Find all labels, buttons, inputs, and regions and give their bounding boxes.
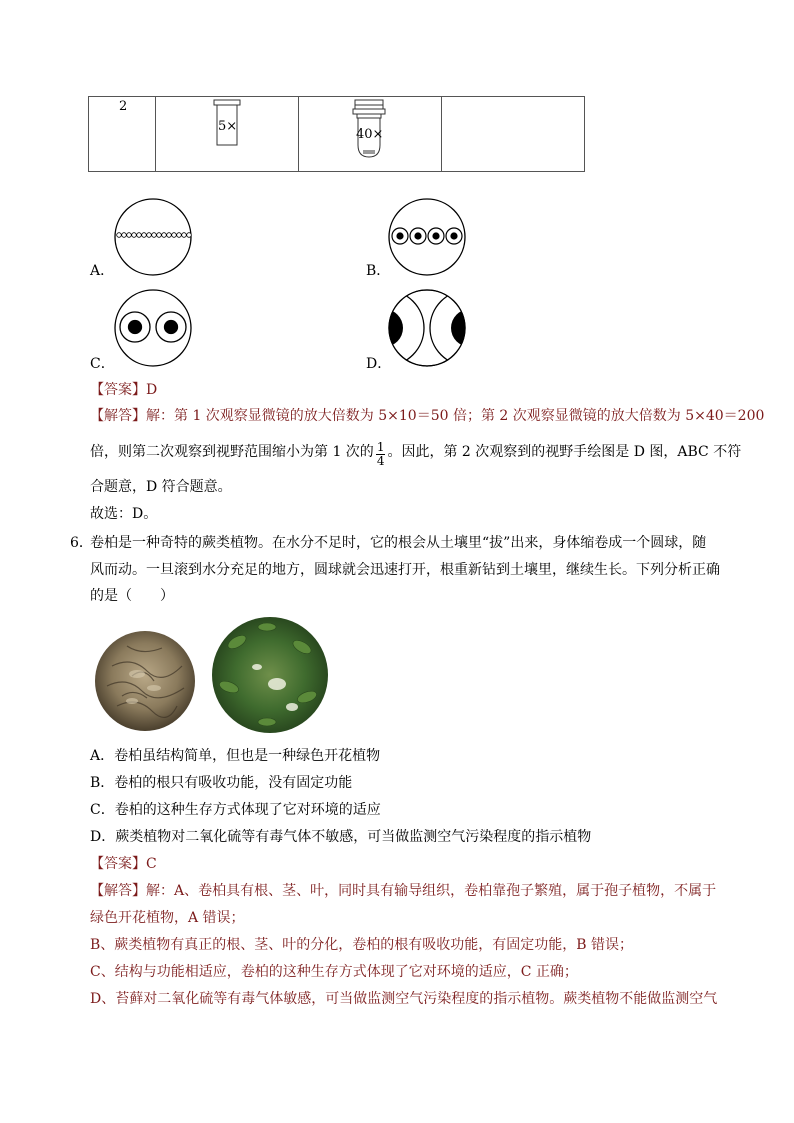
option-c-figure	[112, 287, 194, 369]
answer-value: C	[146, 856, 157, 872]
table-row	[89, 97, 585, 172]
dried-selaginella-image	[92, 626, 198, 734]
q6-explanation-line-2: 绿色开花植物，A 错误；	[90, 910, 245, 926]
q6-stem-line-1: 卷柏是一种奇特的蕨类植物。在水分不足时，它的根会从土壤里“拔”出来，身体缩卷成一个圆球，随	[90, 535, 707, 551]
q6-stem-line-3: 的是（ ）	[90, 588, 174, 604]
q5-conclusion: 故选：D。	[90, 506, 158, 522]
q6-explanation-line-4: C、结构与功能相适应，卷柏的这种生存方式体现了它对环境的适应，C 正确；	[90, 964, 578, 980]
explanation-text: 解：A、卷柏具有根、茎、叶，同时具有输导组织，卷柏靠孢子繁殖，属于孢子植物，不属于	[146, 883, 717, 899]
q6-option-a: A．卷柏虽结构简单，但也是一种绿色开花植物	[90, 748, 381, 764]
explanation-tag: 【解答】	[90, 883, 146, 899]
fraction-denominator: 4	[376, 454, 385, 468]
q6-option-d: D．蕨类植物对二氧化硫等有毒气体不敏感，可当做监测空气污染程度的指示植物	[90, 829, 592, 845]
q5-answer	[90, 381, 157, 399]
option-c-label: C．	[90, 356, 115, 372]
q6-option-c: C．卷柏的这种生存方式体现了它对环境的适应	[90, 802, 381, 818]
q6-stem-line-2: 风而动。一旦滚到水分充足的地方，圆球就会迅速打开，根重新钻到土壤里，继续生长。下列分析正确	[90, 562, 720, 578]
option-a-figure	[112, 196, 194, 278]
green-selaginella-image	[207, 612, 333, 738]
q6-option-b: B．卷柏的根只有吸收功能，没有固定功能	[90, 775, 353, 791]
empty-cell	[442, 97, 585, 172]
explanation-text: 。因此，第 2 次观察到的视野手绘图是 D 图，ABC 不符	[387, 444, 742, 460]
answer-tag: 【答案】	[90, 382, 146, 398]
q5-explanation-line-2	[90, 441, 741, 468]
option-d-figure	[386, 287, 468, 369]
explanation-tag: 【解答】	[90, 408, 146, 424]
q6-number: 6．	[70, 535, 93, 551]
q6-explanation-line-5: D、苔藓对二氧化硫等有毒气体敏感，可当做监测空气污染程度的指示植物。蕨类植物不能做监测空气	[90, 991, 718, 1007]
option-b-figure	[386, 196, 468, 278]
eyepiece-label: 5×	[218, 119, 238, 134]
fraction-numerator: 1	[376, 440, 385, 454]
q6-explanation-line-3: B、蕨类植物有真正的根、茎、叶的分化，卷柏的根有吸收功能，有固定功能，B 错误；	[90, 937, 634, 953]
q6-answer	[90, 855, 157, 873]
objective-cell	[299, 97, 442, 172]
answer-value: D	[146, 382, 158, 398]
q5-explanation-line-1	[90, 407, 764, 425]
option-d-label: D．	[366, 356, 392, 372]
explanation-text: 倍，则第二次观察到视野范围缩小为第 1 次的	[90, 444, 374, 460]
q6-explanation-line-1	[90, 882, 716, 900]
option-b-label: B．	[366, 263, 391, 279]
objective-label: 40×	[356, 127, 384, 142]
eyepiece-cell	[156, 97, 299, 172]
explanation-text: 解：第 1 次观察显微镜的放大倍数为 5×10＝50 倍；第 2 次观察显微镜的放大倍数为 5×40＝200	[146, 408, 765, 424]
row-number-cell	[89, 97, 156, 172]
q5-explanation-line-3: 合题意，D 符合题意。	[90, 479, 232, 495]
option-a-label: A．	[90, 263, 115, 279]
answer-tag: 【答案】	[90, 856, 146, 872]
row-number: 2	[119, 99, 128, 114]
microscope-table	[88, 96, 585, 172]
fraction-one-fourth	[376, 441, 386, 468]
